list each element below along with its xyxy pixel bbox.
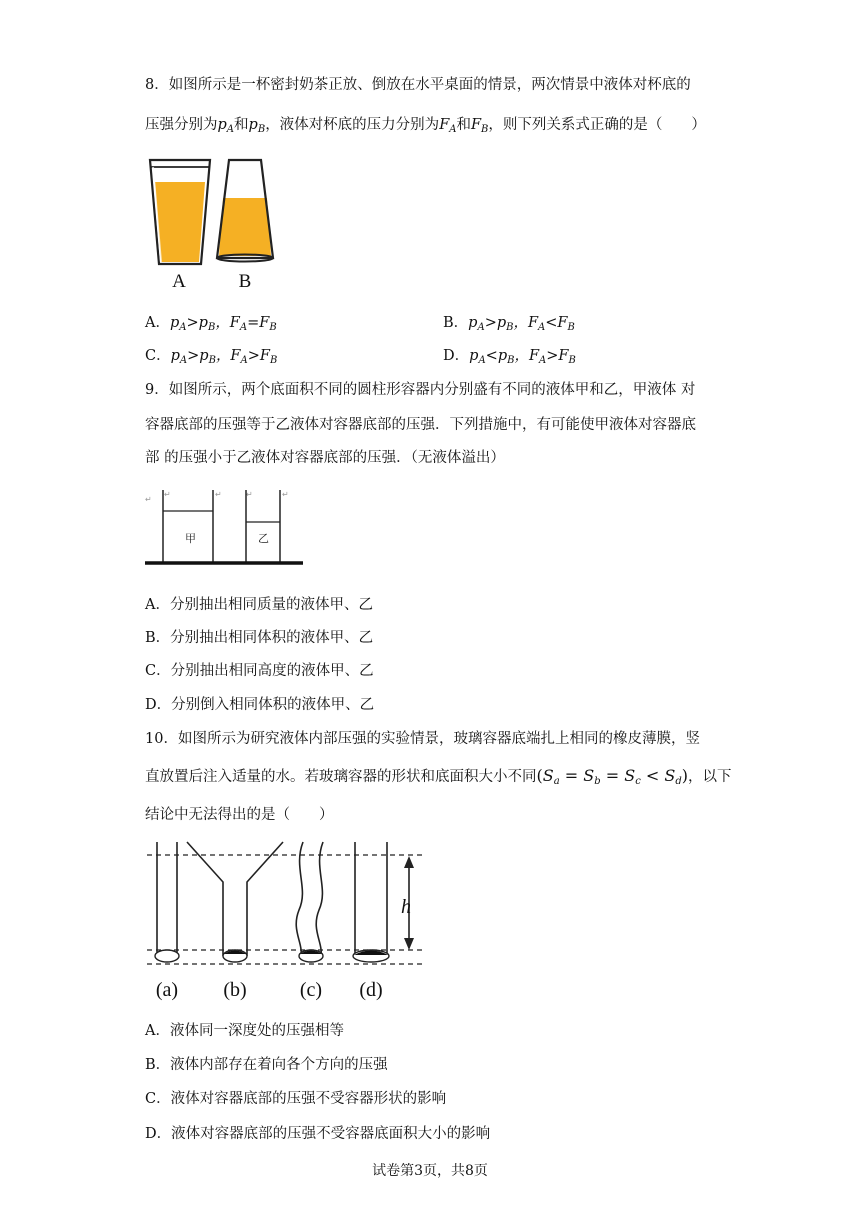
q8-text: ，液体对杯底的压力分别为: [265, 117, 440, 133]
q8-option-a: [145, 311, 277, 333]
var: ，F: [215, 348, 241, 364]
var: >p: [187, 348, 209, 364]
option-letter: A．: [145, 315, 170, 331]
var: >F: [546, 348, 569, 364]
var: <p: [485, 348, 508, 364]
q9-option-a: A．分别抽出相同质量的液体甲、乙: [145, 597, 373, 613]
label-c: (c): [299, 979, 323, 1001]
q10-option-a: A．液体同一深度处的压强相等: [145, 1023, 344, 1039]
var: ，F: [215, 315, 240, 331]
cup-b: [217, 160, 273, 262]
var: p: [169, 315, 180, 331]
cup-a-label: A: [172, 271, 186, 292]
sub: A: [478, 355, 486, 366]
q9-stem-line2: 容器底部的压强等于乙液体对容器底部的压强．下列措施中，有可能使甲液体对容器底: [145, 417, 696, 433]
q10-stem-line1: 10．如图所示为研究液体内部压强的实验情景，玻璃容器底端扎上相同的橡皮薄膜，竖: [145, 731, 700, 747]
q8-text: 压强分别为: [145, 117, 218, 133]
label-jia: 甲: [185, 532, 196, 545]
sub: A: [239, 322, 248, 333]
container-b: [187, 842, 283, 962]
q8-stem-line2: 压强分别为$p_A$和$p_B$，液体对杯底的压力分别为$F_A$和$F_B$，则下列关系式正确的是（ ）: [145, 117, 706, 135]
q10-containers-figure: [145, 838, 435, 1008]
q8-stem-line1: 8．如图所示是一杯密封奶茶正放、倒放在水平桌面的情景，两次情景中液体对杯底的: [145, 77, 691, 93]
q9-stem-line1: 9．如图所示，两个底面积不同的圆柱形容器内分别盛有不同的液体甲和乙，甲液体 对: [145, 382, 696, 398]
q9-option-c: C．分别抽出相同高度的液体甲、乙: [145, 663, 374, 679]
q10-text: ，以下: [688, 769, 732, 785]
option-letter: D．: [443, 348, 470, 364]
container-a: [155, 842, 179, 962]
sub: A: [240, 355, 248, 366]
var: =F: [247, 315, 270, 331]
q8-text: ，则下列关系式正确的是（ ）: [488, 117, 706, 133]
option-letter: B．: [443, 315, 469, 331]
var: >F: [247, 348, 270, 364]
var: p: [469, 348, 479, 364]
label-b: (b): [223, 979, 247, 1001]
sub: A: [539, 355, 547, 366]
svg-text:↵: ↵: [164, 490, 171, 499]
var: ，F: [514, 348, 540, 364]
label-d: (d): [359, 979, 383, 1001]
q10-option-d: D．液体对容器底部的压强不受容器底面积大小的影响: [145, 1126, 491, 1142]
var: >p: [186, 315, 208, 331]
svg-text:↵: ↵: [215, 490, 222, 499]
label-yi: 乙: [258, 532, 269, 545]
sub: A: [179, 355, 188, 366]
q8-option-d: [443, 344, 576, 366]
sub: A: [179, 322, 187, 333]
q9-containers-figure: [145, 482, 303, 570]
sub: A: [538, 322, 546, 333]
container-d: [353, 842, 389, 962]
q10-option-b: B．液体内部存在着向各个方向的压强: [145, 1057, 388, 1073]
sub: B: [269, 322, 277, 333]
q9-stem-line3: 部 的压强小于乙液体对容器底部的压强．（无液体溢出）: [145, 450, 505, 466]
sub: B: [507, 355, 515, 366]
sub: B: [506, 322, 514, 333]
var: >p: [484, 315, 507, 331]
q8-option-c: [145, 344, 277, 366]
container-yi: [246, 490, 280, 562]
var: p: [468, 315, 478, 331]
q8-text: 和: [234, 117, 249, 133]
sub: B: [568, 355, 576, 366]
sub: B: [567, 322, 575, 333]
q9-option-d: D．分别倒入相同体积的液体甲、乙: [145, 697, 375, 713]
cup-b-label: B: [238, 271, 252, 292]
var: ，F: [513, 315, 539, 331]
q10-stem-line2: [145, 765, 732, 787]
cup-a: [150, 160, 210, 264]
height-arrow: [401, 856, 414, 950]
sub: B: [208, 355, 216, 366]
q10-text: 直放置后注入适量的水。若玻璃容器的形状和底面积大小不同: [145, 769, 537, 785]
container-jia: [163, 490, 213, 562]
q8-option-b: [443, 311, 575, 333]
h-label: h: [401, 896, 411, 918]
sub: B: [269, 355, 278, 366]
sub: A: [477, 322, 485, 333]
page-footer: 试卷第3页，共8页: [372, 1163, 488, 1179]
q9-option-b: B．分别抽出相同体积的液体甲、乙: [145, 630, 374, 646]
var: p: [170, 348, 180, 364]
option-letter: C．: [145, 348, 171, 364]
container-c: [296, 842, 323, 962]
label-a: (a): [155, 979, 179, 1001]
svg-text:↵: ↵: [282, 490, 289, 499]
q8-text: 和: [456, 117, 471, 133]
svg-text:↵: ↵: [246, 490, 253, 499]
q8-cups-figure: [145, 152, 285, 292]
svg-text:↵: ↵: [145, 495, 152, 504]
q10-option-c: C．液体对容器底部的压强不受容器形状的影响: [145, 1091, 447, 1107]
q10-stem-line3: 结论中无法得出的是（ ）: [145, 807, 334, 823]
q10-formula: $(S_a = S_b = S_c < S_d)$: [536, 766, 688, 787]
var: <F: [545, 315, 568, 331]
sub: B: [207, 322, 216, 333]
